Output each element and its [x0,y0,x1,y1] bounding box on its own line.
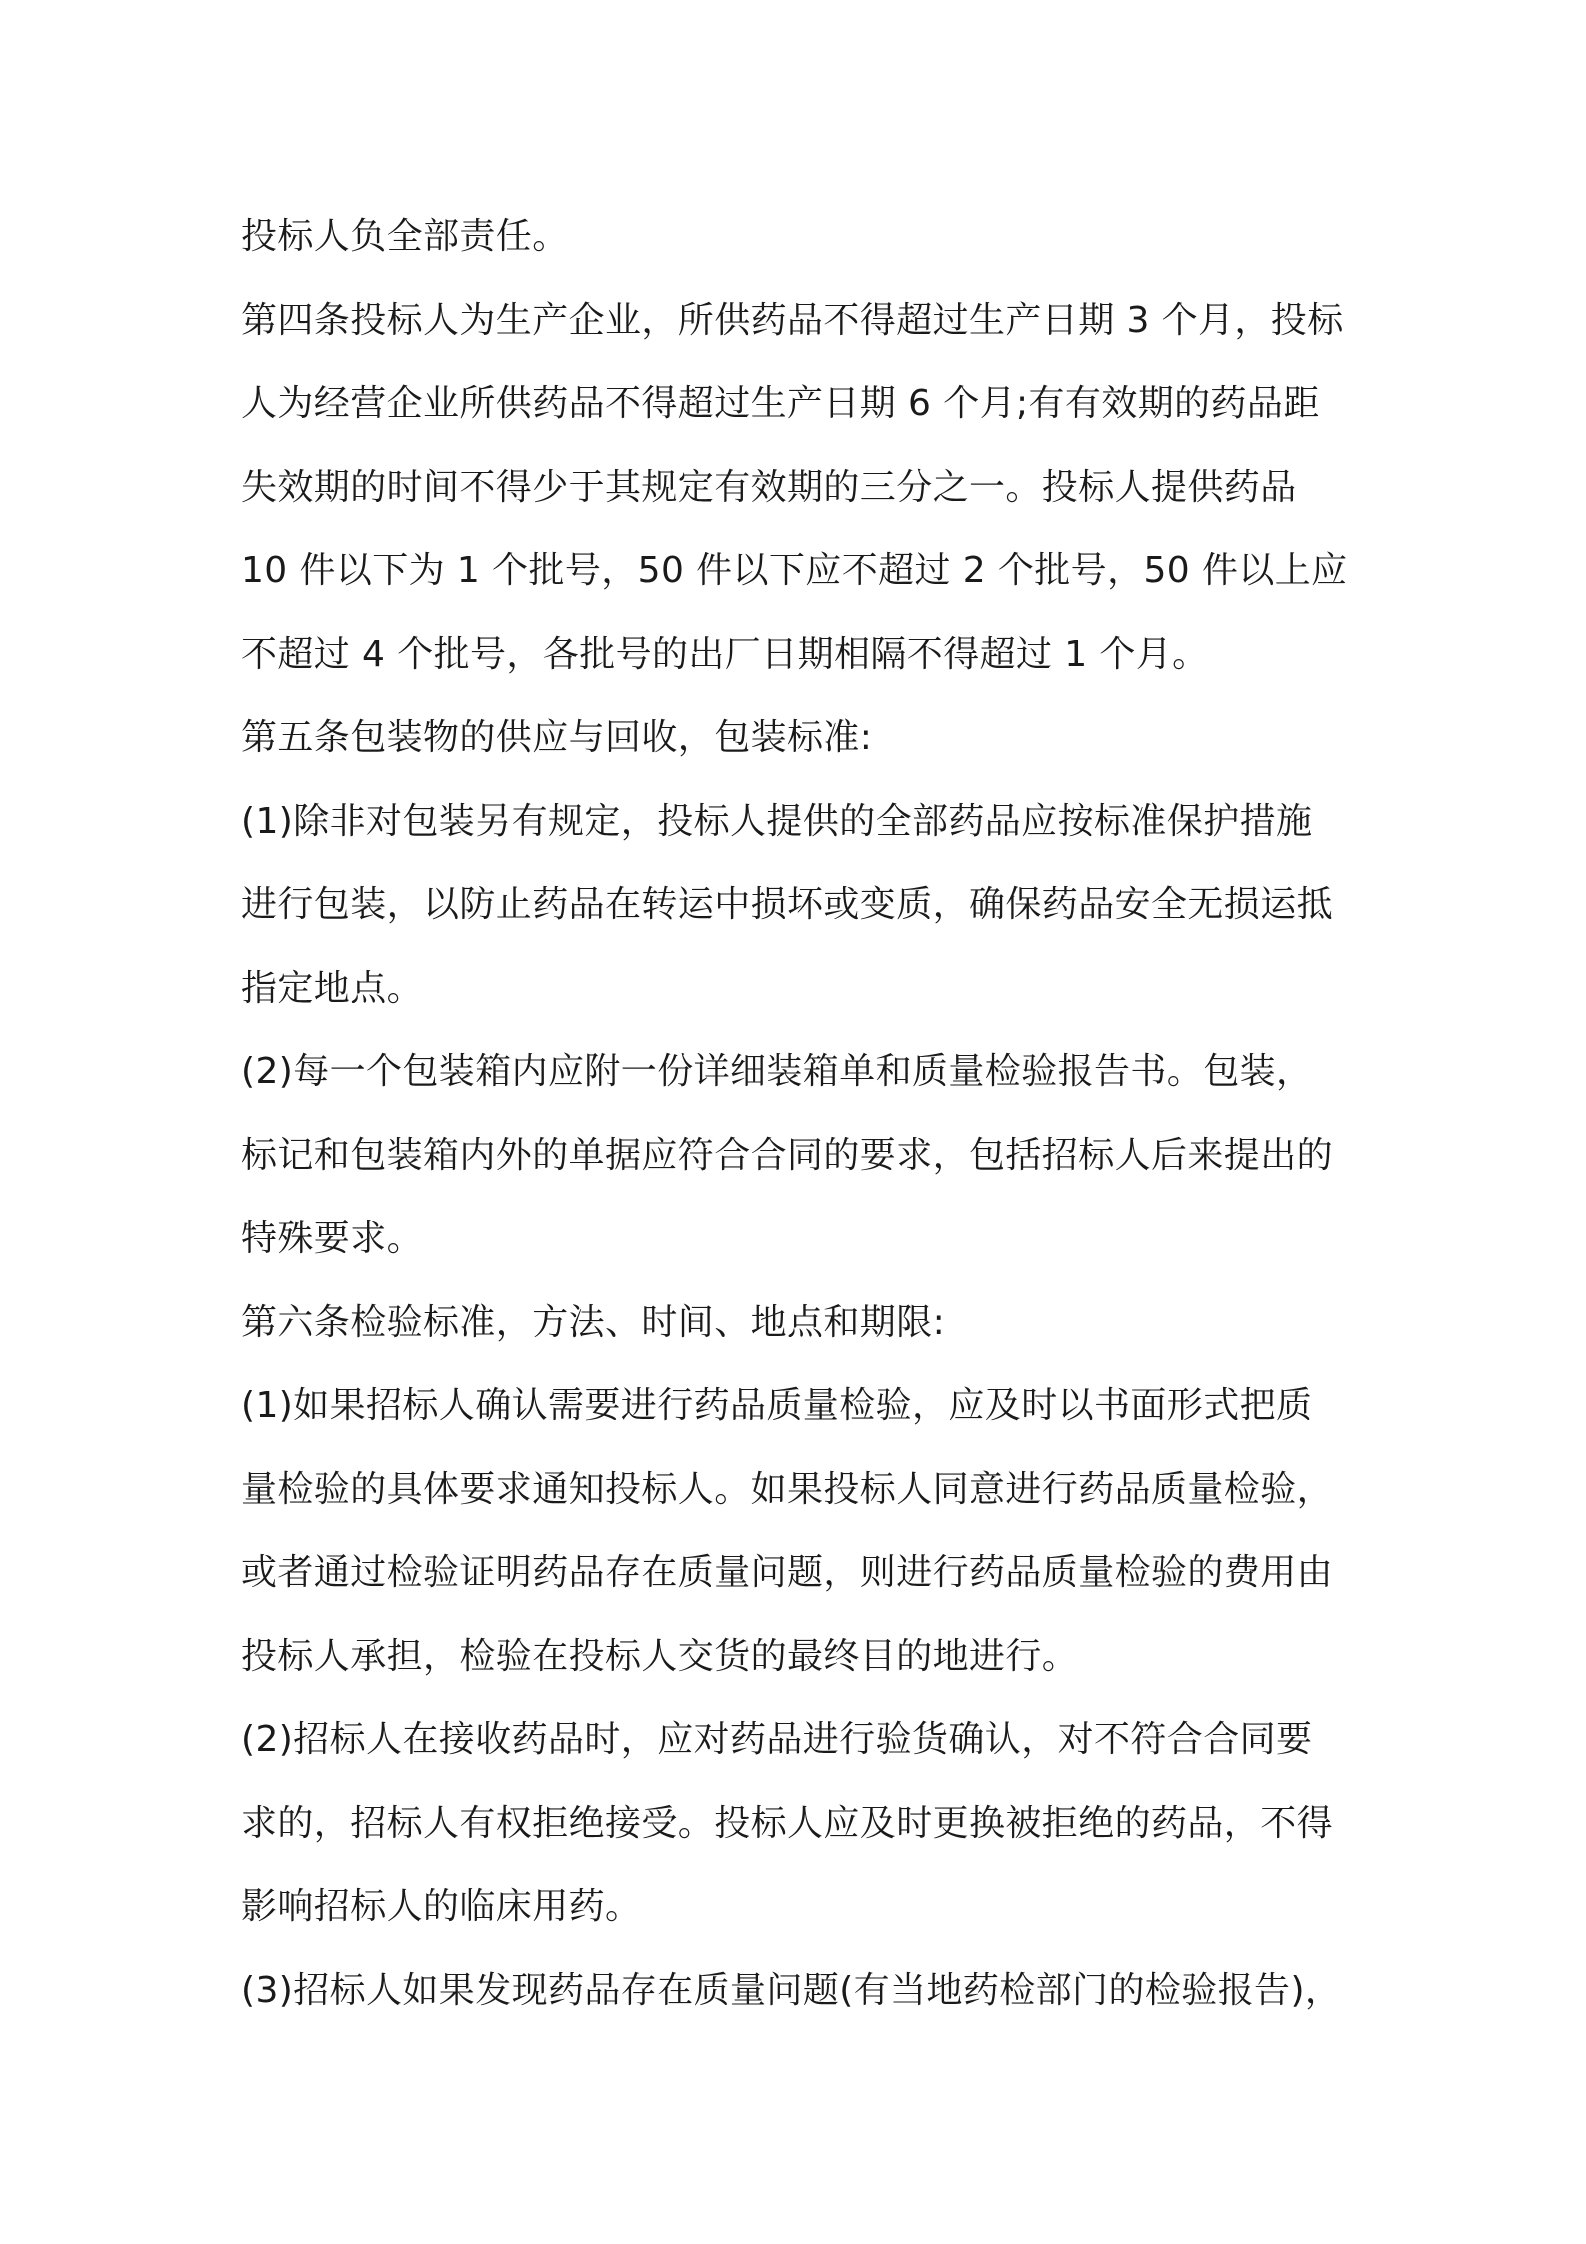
text-line: 第五条包装物的供应与回收，包装标准: [241,717,873,758]
text-line: 影响招标人的临床用药。 [241,1886,642,1927]
text-line: 投标人承担，检验在投标人交货的最终目的地进行。 [241,1635,1079,1677]
text-line: 人为经营企业所供药品不得超过生产日期 6 个月;有有效期的药品距 [241,383,1320,424]
text-line: 或者通过检验证明药品存在质量问题，则进行药品质量检验的费用由 [241,1552,1334,1593]
text-line: (1)如果招标人确认需要进行药品质量检验，应及时以书面形式把质 [241,1385,1313,1426]
text-line: 失效期的时间不得少于其规定有效期的三分之一。投标人提供药品 [241,466,1297,508]
text-line: 指定地点。 [241,967,424,1009]
text-line: (2)每一个包装箱内应附一份详细装箱单和质量检验报告书。包装， [241,1051,1313,1092]
text-line: 投标人负全部责任。 [241,216,569,257]
document-body [241,195,1351,2032]
text-line: 特殊要求。 [241,1218,424,1259]
text-line: 10 件以下为 1 个批号，50 件以下应不超过 2 个批号，50 件以上应 [241,550,1348,591]
text-line: 求的，招标人有权拒绝接受。投标人应及时更换被拒绝的药品，不得 [241,1802,1334,1844]
text-line: (2)招标人在接收药品时，应对药品进行验货确认，对不符合合同要 [241,1719,1313,1760]
text-line: 进行包装，以防止药品在转运中损坏或变质，确保药品安全无损运抵 [241,884,1334,925]
text-line: 第四条投标人为生产企业，所供药品不得超过生产日期 3 个月，投标 [241,299,1344,341]
text-line: 不超过 4 个批号，各批号的出厂日期相隔不得超过 1 个月。 [241,633,1209,675]
text-line: 第六条检验标准，方法、时间、地点和期限: [241,1301,946,1343]
text-line: 标记和包装箱内外的单据应符合合同的要求，包括招标人后来提出的 [241,1134,1334,1176]
text-line: 量检验的具体要求通知投标人。如果投标人同意进行药品质量检验， [241,1468,1334,1510]
text-line: (3)招标人如果发现药品存在质量问题(有当地药检部门的检验报告)， [241,1969,1342,2011]
text-line: (1)除非对包装另有规定，投标人提供的全部药品应按标准保护措施 [241,800,1313,842]
